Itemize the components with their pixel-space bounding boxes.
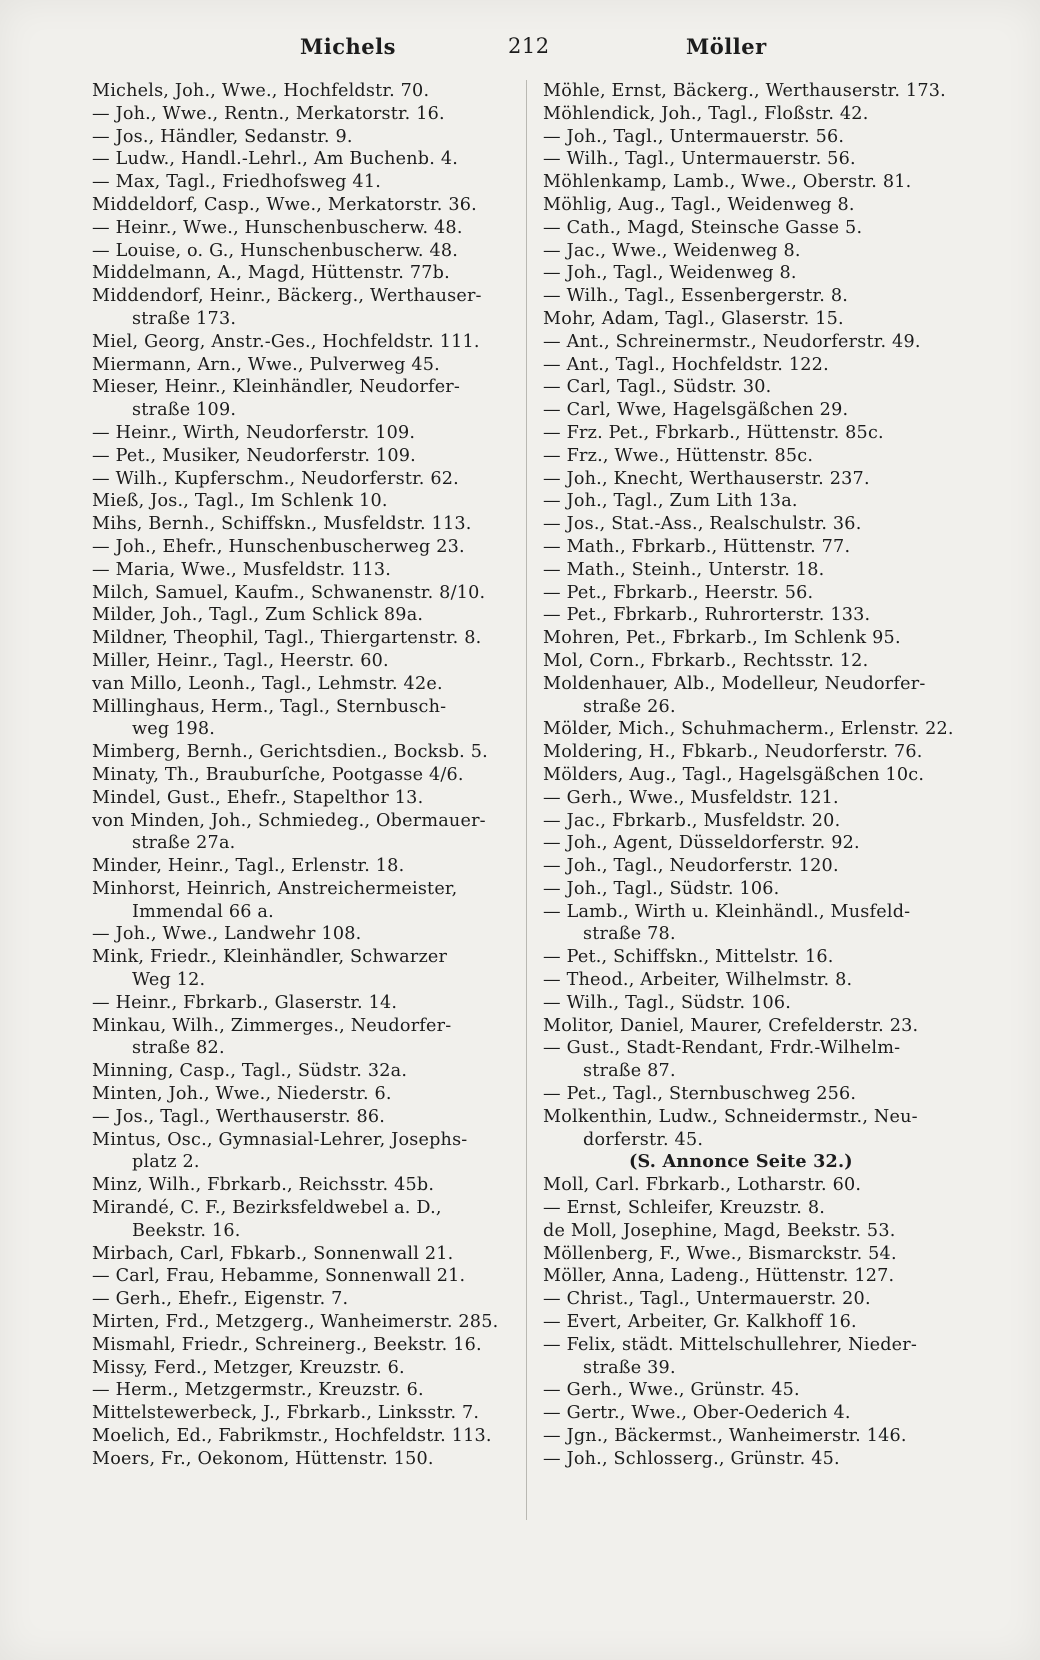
- directory-entry-line: Mirten, Frd., Metzgerg., Wanheimerstr. 285.: [92, 1312, 499, 1333]
- directory-entry-line: Michels, Joh., Wwe., Hochfeldstr. 70.: [92, 81, 430, 101]
- directory-entry-line: — Ernst, Schleifer, Kreuzstr. 8.: [543, 1198, 826, 1219]
- directory-entry-line: Moll, Carl. Fbrkarb., Lotharstr. 60.: [543, 1175, 862, 1196]
- directory-entry-line: — Math., Fbrkarb., Hüttenstr. 77.: [543, 536, 851, 557]
- directory-entry-line: Miermann, Arn., Wwe., Pulverweg 45.: [92, 354, 440, 375]
- directory-entry-line: — Wilh., Kupferschm., Neudorferstr. 62.: [92, 468, 459, 489]
- directory-entry-line: — Pet., Fbrkarb., Heerstr. 56.: [543, 582, 814, 603]
- page-header: [0, 34, 1040, 68]
- directory-entry-line: — Ant., Tagl., Hochfeldstr. 122.: [543, 354, 829, 375]
- directory-entry-line: Minaty, Th., Brauburſche, Pootgasse 4/6.: [92, 764, 464, 785]
- directory-entry-line: — Carl, Frau, Hebamme, Sonnenwall 21.: [92, 1266, 466, 1287]
- directory-entry-line: Mohren, Pet., Fbrkarb., Im Schlenk 95.: [543, 628, 901, 649]
- directory-entry-line: straße 87.: [583, 1061, 676, 1082]
- directory-entry-line: straße 26.: [583, 696, 676, 717]
- directory-entry-line: — Wilh., Tagl., Südstr. 106.: [543, 992, 792, 1013]
- directory-entry-line: — Heinr., Wirth, Neudorferstr. 109.: [92, 422, 416, 443]
- directory-entry-line: — Felix, städt. Mittelschullehrer, Nieder-: [543, 1334, 918, 1355]
- directory-entry-line: — Joh., Tagl., Untermauerstr. 56.: [543, 126, 845, 147]
- directory-entry-line: — Frz., Wwe., Hüttenstr. 85c.: [543, 445, 814, 466]
- directory-entry-line: Molitor, Daniel, Maurer, Crefelderstr. 23.: [543, 1015, 919, 1036]
- directory-entry-line: — Pet., Schiffskn., Mittelstr. 16.: [543, 947, 834, 968]
- directory-entry-line: straße 39.: [583, 1357, 676, 1378]
- directory-entry-line: — Herm., Metzgermstr., Kreuzstr. 6.: [92, 1380, 424, 1401]
- directory-entry-line: Minder, Heinr., Tagl., Erlenstr. 18.: [92, 856, 405, 877]
- directory-entry-line: — Joh., Tagl., Weidenweg 8.: [543, 263, 797, 284]
- directory-entry-line: Milder, Joh., Tagl., Zum Schlick 89a.: [92, 605, 424, 626]
- directory-entry-line: Mirandé, C. F., Bezirksfeldwebel a. D.,: [92, 1198, 442, 1219]
- directory-entry-line: Weg 12.: [132, 970, 206, 991]
- directory-entry-line: dorferstr. 45.: [583, 1129, 704, 1150]
- directory-entry-line: Minhorst, Heinrich, Anstreichermeister,: [92, 878, 458, 899]
- directory-entry-line: straße 82.: [132, 1038, 225, 1059]
- directory-entry-line: Minkau, Wilh., Zimmerges., Neudorfer-: [92, 1015, 452, 1036]
- directory-entry-line: — Gerh., Ehefr., Eigenstr. 7.: [92, 1289, 349, 1310]
- directory-entry-line: Möhlenkamp, Lamb., Wwe., Oberstr. 81.: [543, 172, 912, 193]
- directory-entry-line: Möhlendick, Joh., Tagl., Floßstr. 42.: [543, 103, 869, 124]
- directory-entry-line: — Louise, o. G., Hunschenbuscherw. 48.: [92, 240, 459, 261]
- directory-entry-line: — Joh., Wwe., Landwehr 108.: [92, 924, 362, 945]
- directory-entry-line: — Gerh., Wwe., Grünstr. 45.: [543, 1380, 800, 1401]
- directory-entry-line: — Joh., Agent, Düsseldorferstr. 92.: [543, 833, 860, 854]
- directory-entry-line: Mölders, Aug., Tagl., Hagelsgäßchen 10c.: [543, 764, 925, 785]
- directory-entry-line: — Pet., Fbrkarb., Ruhrorterstr. 133.: [543, 605, 871, 626]
- directory-entry-line: Moldering, H., Fbkarb., Neudorferstr. 76.: [543, 742, 923, 763]
- directory-entry-line: — Carl, Tagl., Südstr. 30.: [543, 377, 772, 398]
- directory-entry-line: Mindel, Gust., Ehefr., Stapelthor 13.: [92, 787, 424, 808]
- directory-entry-line: — Joh., Ehefr., Hunschenbuscherweg 23.: [92, 536, 465, 557]
- directory-entry-line: Mieß, Jos., Tagl., Im Schlenk 10.: [92, 491, 388, 512]
- directory-entry-line: Möller, Anna, Ladeng., Hüttenstr. 127.: [543, 1266, 895, 1287]
- directory-entry-line: Minz, Wilh., Fbrkarb., Reichsstr. 45b.: [92, 1175, 435, 1196]
- header-first-entry: Michels: [300, 34, 396, 59]
- directory-entry-line: — Heinr., Fbrkarb., Glaserstr. 14.: [92, 992, 398, 1013]
- directory-entry-line: Mintus, Osc., Gymnasial-Lehrer, Josephs-: [92, 1129, 468, 1150]
- directory-entry-line: — Jos., Stat.-Ass., Realschulstr. 36.: [543, 514, 862, 535]
- directory-entry-line: — Joh., Wwe., Rentn., Merkatorstr. 16.: [92, 103, 445, 124]
- directory-entry-line: Missy, Ferd., Metzger, Kreuzstr. 6.: [92, 1357, 405, 1378]
- directory-entry-line: — Max, Tagl., Friedhofsweg 41.: [92, 172, 382, 193]
- directory-entry-line: Mol, Corn., Fbrkarb., Rechtsstr. 12.: [543, 650, 869, 671]
- directory-entry-line: — Jos., Tagl., Werthauserstr. 86.: [92, 1106, 386, 1127]
- directory-entry-line: Mohr, Adam, Tagl., Glaserstr. 15.: [543, 308, 844, 329]
- directory-entry-line: — Cath., Magd, Steinsche Gasse 5.: [543, 217, 863, 238]
- directory-entry-line: — Pet., Musiker, Neudorferstr. 109.: [92, 445, 416, 466]
- directory-entry-line: — Maria, Wwe., Musfeldstr. 113.: [92, 559, 392, 580]
- directory-entry-line: Mieser, Heinr., Kleinhändler, Neudorfer-: [92, 377, 461, 398]
- directory-entry-line: — Joh., Tagl., Zum Lith 13a.: [543, 491, 798, 512]
- column-divider: [526, 80, 527, 1520]
- directory-entry-line: — Math., Steinh., Unterstr. 18.: [543, 559, 825, 580]
- directory-entry-line: Middelmann, A., Magd, Hüttenstr. 77b.: [92, 263, 450, 284]
- directory-entry-line: Moelich, Ed., Fabrikmstr., Hochfeldstr. 113.: [92, 1426, 492, 1447]
- directory-entry-line: — Wilh., Tagl., Essenbergerstr. 8.: [543, 286, 849, 307]
- header-last-entry: Möller: [686, 34, 767, 59]
- directory-entry-line: — Frz. Pet., Fbrkarb., Hüttenstr. 85c.: [543, 422, 884, 443]
- directory-entry-line: — Lamb., Wirth u. Kleinhändl., Musfeld-: [543, 901, 911, 922]
- directory-entry-line: Mittelstewerbeck, J., Fbrkarb., Linksstr. 7.: [92, 1403, 480, 1424]
- directory-entry-line: Möhle, Ernst, Bäckerg., Werthauserstr. 173.: [543, 81, 946, 101]
- page-number: 212: [508, 34, 550, 58]
- directory-entry-line: — Ludw., Handl.-Lehrl., Am Buchenb. 4.: [92, 149, 459, 170]
- directory-entry-line: de Moll, Josephine, Magd, Beekstr. 53.: [543, 1220, 896, 1241]
- directory-entry-line: — Joh., Knecht, Werthauserstr. 237.: [543, 468, 870, 489]
- directory-entry-line: Mihs, Bernh., Schiffskn., Musfeldstr. 113.: [92, 514, 472, 535]
- directory-entry-line: Minten, Joh., Wwe., Niederstr. 6.: [92, 1084, 392, 1105]
- directory-entry-line: Moers, Fr., Oekonom, Hüttenstr. 150.: [92, 1448, 434, 1469]
- directory-entry-line: Möhlig, Aug., Tagl., Weidenweg 8.: [543, 194, 855, 215]
- directory-entry-line: — Gertr., Wwe., Ober-Oederich 4.: [543, 1403, 851, 1424]
- directory-entry-line: Milch, Samuel, Kaufm., Schwanenstr. 8/10.: [92, 582, 486, 603]
- directory-entry-line: van Millo, Leonh., Tagl., Lehmstr. 42e.: [92, 673, 443, 694]
- directory-entry-line: — Wilh., Tagl., Untermauerstr. 56.: [543, 149, 856, 170]
- directory-entry-line: Middendorf, Heinr., Bäckerg., Werthauser-: [92, 286, 482, 307]
- directory-entry-line: Molkenthin, Ludw., Schneidermstr., Neu-: [543, 1106, 918, 1127]
- directory-entry-line: platz 2.: [132, 1152, 200, 1173]
- left-column: [92, 80, 522, 1471]
- directory-entry-line: — Jgn., Bäckermst., Wanheimerstr. 146.: [543, 1426, 907, 1447]
- directory-entry-line: weg 198.: [132, 719, 216, 740]
- directory-entry-line: — Jos., Händler, Sedanstr. 9.: [92, 126, 353, 147]
- directory-entry-line: — Joh., Tagl., Südstr. 106.: [543, 878, 780, 899]
- directory-entry-line: — Heinr., Wwe., Hunschenbuscherw. 48.: [92, 217, 463, 238]
- directory-entry-line: Miller, Heinr., Tagl., Heerstr. 60.: [92, 650, 389, 671]
- directory-entry-line: — Jac., Wwe., Weidenweg 8.: [543, 240, 801, 261]
- directory-entry-line: Miel, Georg, Anstr.-Ges., Hochfeldstr. 111.: [92, 331, 480, 352]
- directory-entry-line: — Gerh., Wwe., Musfeldstr. 121.: [543, 787, 839, 808]
- directory-entry-line: Mirbach, Carl, Fbkarb., Sonnenwall 21.: [92, 1243, 454, 1264]
- directory-entry-line: — Jac., Fbrkarb., Musfeldstr. 20.: [543, 810, 841, 831]
- directory-entry-line: Mink, Friedr., Kleinhändler, Schwarzer: [92, 947, 448, 968]
- directory-entry-line: — Gust., Stadt-Rendant, Frdr.-Wilhelm-: [543, 1038, 901, 1059]
- directory-entry-line: Minning, Casp., Tagl., Südstr. 32a.: [92, 1061, 408, 1082]
- directory-entry-line: straße 109.: [132, 400, 237, 421]
- annonce-note: (S. Annonce Seite 32.): [629, 1151, 853, 1173]
- directory-entry-line: Millinghaus, Herm., Tagl., Sternbusch-: [92, 696, 447, 717]
- directory-entry-line: von Minden, Joh., Schmiedeg., Obermauer-: [92, 810, 486, 831]
- directory-entry-line: Möllenberg, F., Wwe., Bismarckstr. 54.: [543, 1243, 897, 1264]
- directory-entry-line: — Pet., Tagl., Sternbuschweg 256.: [543, 1084, 857, 1105]
- directory-entry-line: — Ant., Schreinermstr., Neudorferstr. 49.: [543, 331, 921, 352]
- directory-entry-line: Beekstr. 16.: [132, 1220, 241, 1241]
- right-column: [543, 80, 973, 1471]
- directory-entry-line: Mölder, Mich., Schuhmacherm., Erlenstr. 22.: [543, 719, 954, 740]
- directory-entry-line: Mismahl, Friedr., Schreinerg., Beekstr. 16.: [92, 1334, 482, 1355]
- directory-entry-line: Middeldorf, Casp., Wwe., Merkatorstr. 36.: [92, 194, 477, 215]
- directory-entry-line: Moldenhauer, Alb., Modelleur, Neudorfer-: [543, 673, 926, 694]
- directory-entry-line: straße 78.: [583, 924, 676, 945]
- directory-entry-line: — Christ., Tagl., Untermauerstr. 20.: [543, 1289, 871, 1310]
- directory-entry-line: — Theod., Arbeiter, Wilhelmstr. 8.: [543, 970, 853, 991]
- directory-entry-line: — Carl, Wwe, Hagelsgäßchen 29.: [543, 400, 849, 421]
- directory-entry-line: straße 173.: [132, 308, 237, 329]
- directory-entry-line: — Joh., Tagl., Neudorferstr. 120.: [543, 856, 839, 877]
- directory-entry-line: Mimberg, Bernh., Gerichtsdien., Bocksb. 5.: [92, 742, 488, 763]
- directory-entry-line: straße 27a.: [132, 833, 236, 854]
- directory-entry-line: Immendal 66 a.: [132, 901, 274, 922]
- directory-entry-line: — Evert, Arbeiter, Gr. Kalkhoff 16.: [543, 1312, 857, 1333]
- directory-entry-line: — Joh., Schlosserg., Grünstr. 45.: [543, 1448, 840, 1469]
- directory-entry-line: Mildner, Theophil, Tagl., Thiergartenstr. 8.: [92, 628, 482, 649]
